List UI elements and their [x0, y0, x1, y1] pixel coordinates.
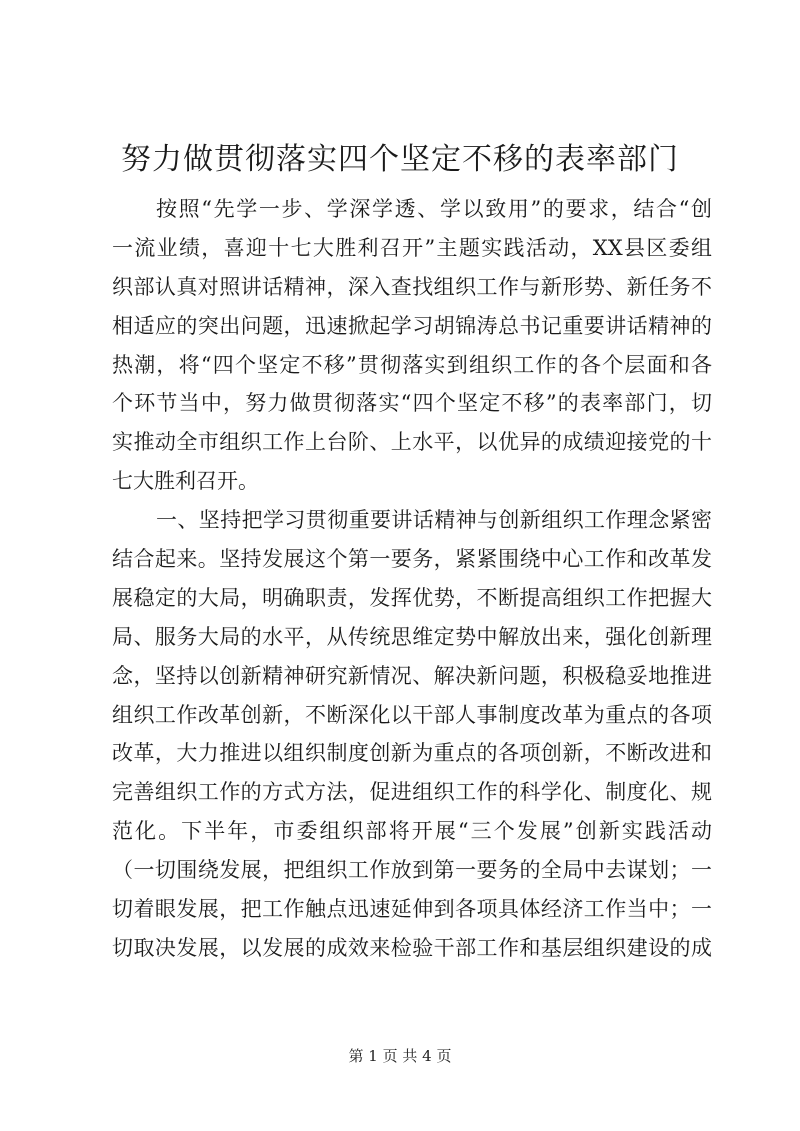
paragraph-1-line: 实推动全市组织工作上台阶、上水平，以优异的成绩迎接党的十 — [112, 430, 712, 455]
paragraph-1-line: 织部认真对照讲话精神，深入查找组织工作与新形势、新任务不 — [112, 274, 712, 299]
paragraph-2-line: 范化。下半年，市委组织部将开展“三个发展”创新实践活动 — [112, 819, 712, 844]
paragraph-1-line: 热潮，将“四个坚定不移”贯彻落实到组织工作的各个层面和各 — [112, 352, 712, 377]
paragraph-2-line: 切着眼发展，把工作触点迅速延伸到各项具体经济工作当中；一 — [112, 897, 712, 922]
paragraph-2-line: 切取决发展，以发展的成效来检验干部工作和基层组织建设的成 — [112, 935, 712, 960]
paragraph-1-line: 个环节当中，努力做贯彻落实“四个坚定不移”的表率部门，切 — [112, 391, 712, 416]
paragraph-2-line: 展稳定的大局，明确职责，发挥优势，不断提高组织工作把握大 — [112, 585, 712, 610]
paragraph-1-line: 按照“先学一步、学深学透、学以致用”的要求，结合“创 — [156, 197, 712, 221]
page-number-footer: 第 1 页 共 4 页 — [348, 1047, 452, 1065]
document-title: 努力做贯彻落实四个坚定不移的表率部门 — [121, 142, 679, 177]
paragraph-2-line: 一、坚持把学习贯彻重要讲话精神与创新组织工作理念紧密 — [156, 508, 712, 533]
paragraph-1-line: 相适应的突出问题，迅速掀起学习胡锦涛总书记重要讲话精神的 — [112, 313, 712, 338]
paragraph-2-line: （一切围绕发展，把组织工作放到第一要务的全局中去谋划；一 — [112, 858, 712, 883]
paragraph-2-line: 局、服务大局的水平，从传统思维定势中解放出来，强化创新理 — [112, 624, 712, 649]
paragraph-1-line: 一流业绩，喜迎十七大胜利召开”主题实践活动，XX县区委组 — [112, 235, 712, 260]
paragraph-1-line: 七大胜利召开。 — [112, 469, 259, 494]
paragraph-2-line: 组织工作改革创新，不断深化以干部人事制度改革为重点的各项 — [112, 702, 712, 727]
paragraph-2-line: 完善组织工作的方式方法，促进组织工作的科学化、制度化、规 — [112, 780, 712, 805]
document-body — [112, 190, 712, 968]
paragraph-2-line: 改革，大力推进以组织制度创新为重点的各项创新，不断改进和 — [112, 741, 712, 766]
paragraph-2-line: 念，坚持以创新精神研究新情况、解决新问题，积极稳妥地推进 — [112, 663, 712, 688]
paragraph-2-line: 结合起来。坚持发展这个第一要务，紧紧围绕中心工作和改革发 — [112, 547, 712, 572]
